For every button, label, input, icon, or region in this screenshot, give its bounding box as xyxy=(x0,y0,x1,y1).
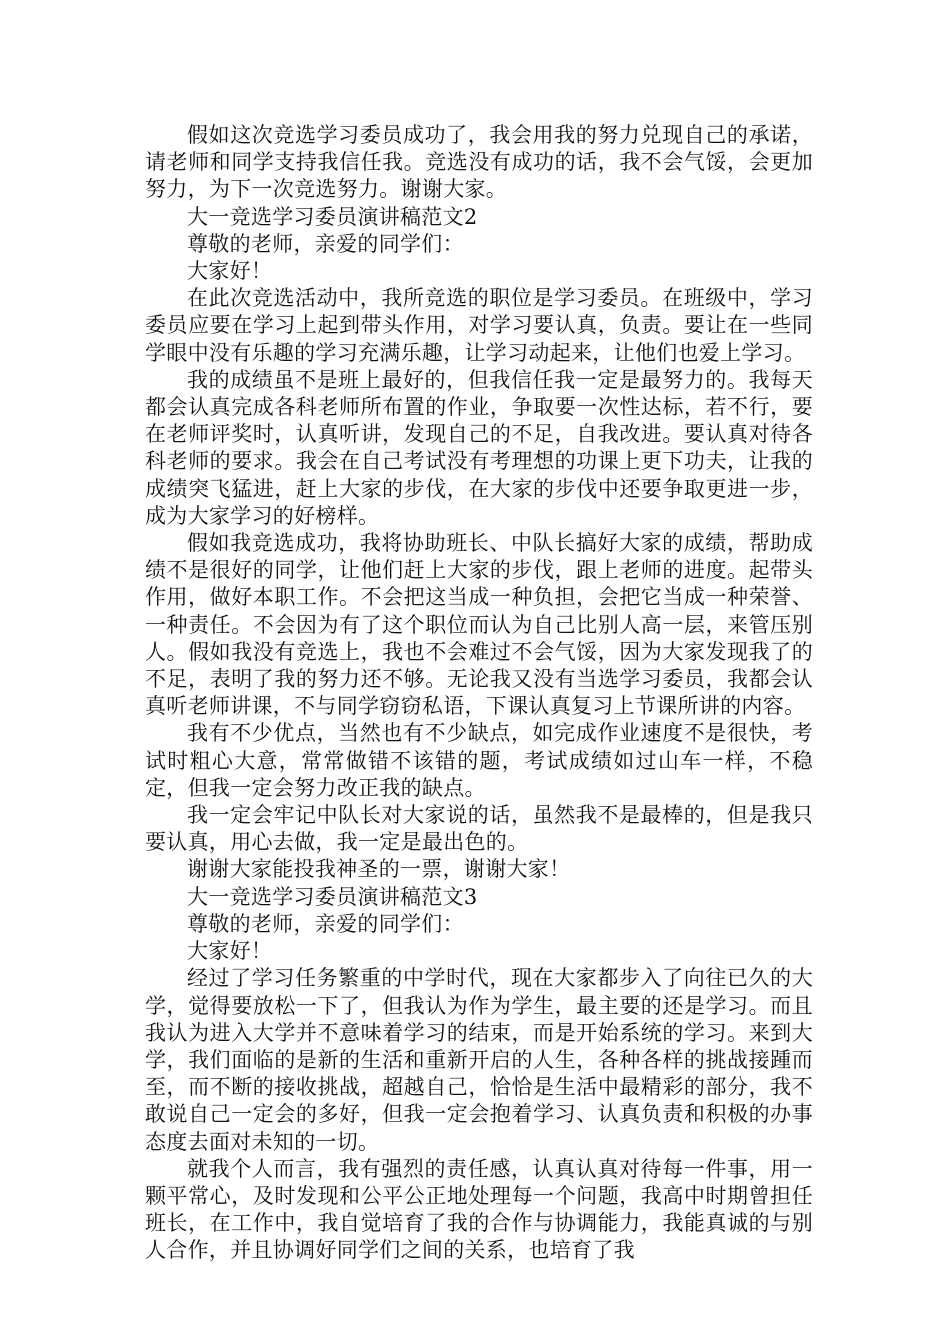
section-heading: 大一竞选学习委员演讲稿范文3 xyxy=(187,884,478,909)
paragraph: 假如我竞选成功，我将协助班长、中队长搞好大家的成绩，帮助成绩不是很好的同学，让他们赶上大家的步伐，跟上老师的进度。起带头作用，做好本职工作。不会把这当成一种负担，会把它当成一种荣誉、一种责任。不会因为有了这个职位而认为自己比别人高一层，来管压别人。假如我没有竞选上，我也不会难过不会气馁，因为大家发现我了的不足，表明了我的努力还不够。无论我又没有当选学习委员，我都会认真听老师讲课，不与同学窃窃私语，下课认真复习上节课所讲的内容。 xyxy=(145,531,813,719)
salutation: 尊敬的老师，亲爱的同学们： xyxy=(187,911,464,936)
salutation: 尊敬的老师，亲爱的同学们： xyxy=(187,231,464,256)
greeting: 大家好！ xyxy=(187,939,273,964)
paragraph: 我的成绩虽不是班上最好的，但我信任我一定是最努力的。我每天都会认真完成各科老师所布置的作业，争取要一次性达标，若不行，要在老师评奖时，认真听讲，发现自己的不足，自我改进。要认真对待各科老师的要求。我会在自己考试没有考理想的功课上更下功夫，让我的成绩突飞猛进，赶上大家的步伐，在大家的步伐中还要争取更进一步，成为大家学习的好榜样。 xyxy=(145,367,813,528)
paragraph: 假如这次竞选学习委员成功了，我会用我的努力兑现自己的承诺，请老师和同学支持我信任我。竞选没有成功的话，我不会气馁，会更加努力，为下一次竞选努力。谢谢大家。 xyxy=(145,123,813,202)
closing-line: 谢谢大家能投我神圣的一票，谢谢大家！ xyxy=(187,857,571,882)
section-heading: 大一竞选学习委员演讲稿范文2 xyxy=(187,204,478,229)
greeting: 大家好！ xyxy=(187,259,273,284)
paragraph: 在此次竞选活动中，我所竞选的职位是学习委员。在班级中，学习委员应要在学习上起到带头作用，对学习要认真，负责。要让在一些同学眼中没有乐趣的学习充满乐趣，让学习动起来，让他们也爱上学习。 xyxy=(145,286,813,365)
document-body xyxy=(145,122,813,1265)
paragraph: 我一定会牢记中队长对大家说的话，虽然我不是最棒的，但是我只要认真，用心去做，我一定是最出色的。 xyxy=(145,803,813,855)
paragraph: 就我个人而言，我有强烈的责任感，认真认真对待每一件事，用一颗平常心，及时发现和公平公正地处理每一个问题，我高中时期曾担任班长，在工作中，我自觉培育了我的合作与协调能力，我能真诚的与别人合作，并且协调好同学们之间的关系，也培育了我 xyxy=(145,1156,813,1263)
paragraph: 我有不少优点，当然也有不少缺点，如完成作业速度不是很快，考试时粗心大意，常常做错不该错的题，考试成绩如过山车一样，不稳定，但我一定会努力改正我的缺点。 xyxy=(145,721,813,800)
paragraph: 经过了学习任务繁重的中学时代，现在大家都步入了向往已久的大学，觉得要放松一下了，但我认为作为学生，最主要的还是学习。而且我认为进入大学并不意味着学习的结束，而是开始系统的学习。来到大学，我们面临的是新的生活和重新开启的人生，各种各样的挑战接踵而至，而不断的接收挑战，超越自己，恰恰是生活中最精彩的部分，我不敢说自己一定会的多好，但我一定会抱着学习、认真负责和积极的办事态度去面对未知的一切。 xyxy=(145,966,813,1154)
